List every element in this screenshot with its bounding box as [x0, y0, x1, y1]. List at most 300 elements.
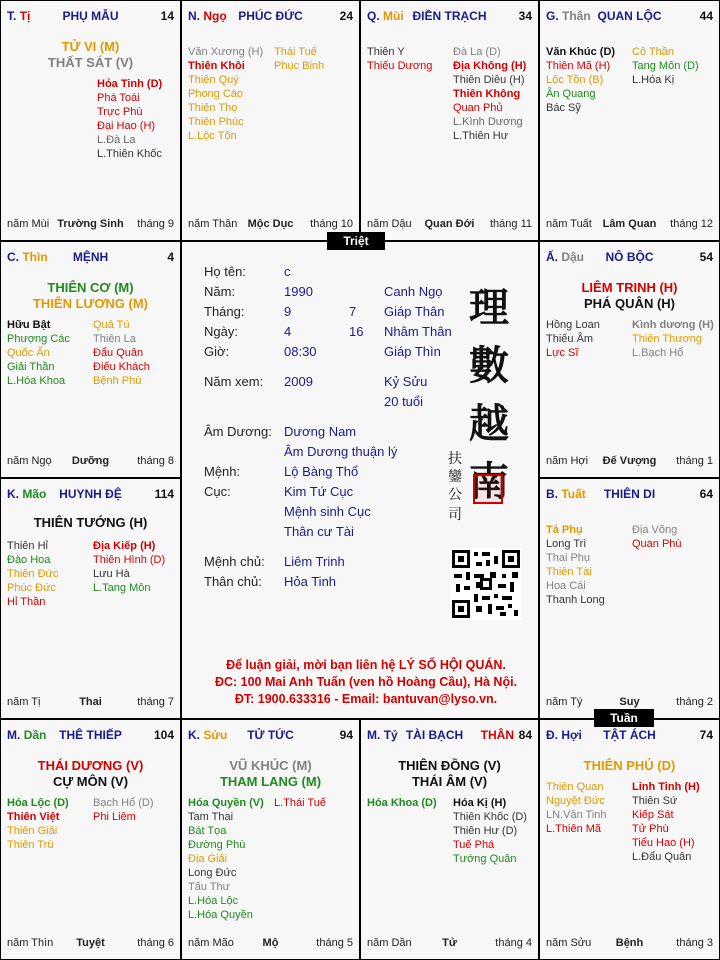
minor-star: L.Hóa Kị	[632, 74, 675, 86]
palace-header	[546, 9, 713, 25]
minor-stars-right	[93, 539, 165, 595]
minor-star: Hóa Khoa (D)	[367, 797, 437, 809]
palace-tuat	[539, 478, 720, 719]
main-stars	[540, 758, 719, 774]
minor-star: Thiên Khốc (D)	[453, 811, 527, 823]
minor-star: Quan Phù	[632, 538, 682, 550]
minor-star: Quả Tú	[93, 319, 130, 331]
main-stars	[540, 280, 719, 312]
minor-star: Ân Quang	[546, 88, 596, 100]
palace-year: năm Dậu	[367, 218, 412, 230]
branch-name: Mão	[22, 487, 47, 501]
month-solar: 9	[284, 304, 292, 319]
palace-year: năm Thân	[188, 218, 238, 230]
branch-name: Sửu	[203, 728, 228, 742]
minor-stars-left	[367, 796, 437, 810]
palace-name: TÀI BẠCH	[405, 728, 464, 742]
year-can: Canh Ngọ	[384, 284, 443, 299]
minor-stars-right	[93, 796, 154, 824]
than-chu-value: Hỏa Tinh	[284, 574, 337, 589]
amduong-label: Âm Dương:	[204, 424, 272, 439]
main-star: CỰ MÔN (V)	[52, 774, 129, 789]
palace-footer	[367, 937, 532, 951]
minor-star: Tử Phù	[632, 823, 669, 835]
palace-stage: Dưỡng	[71, 455, 110, 467]
palace-age: 74	[699, 728, 713, 742]
main-star: THIÊN TƯỚNG (H)	[33, 515, 148, 530]
palace-month: tháng 9	[137, 218, 174, 230]
palace-name: ĐIỀN TRẠCH	[412, 9, 487, 23]
palace-name: PHÚC ĐỨC	[238, 9, 303, 23]
minor-star: Thiên Việt	[7, 811, 60, 823]
palace-month: tháng 3	[676, 937, 713, 949]
minor-star: Thiên Diêu (H)	[453, 74, 525, 86]
minor-stars-right	[274, 796, 326, 810]
palace-month: tháng 5	[316, 937, 353, 949]
palace-footer	[367, 218, 532, 232]
palace-month: tháng 4	[495, 937, 532, 949]
main-stars	[182, 758, 359, 790]
palace-footer	[7, 696, 174, 710]
palace-age: 4	[167, 250, 174, 264]
palace-footer	[7, 455, 174, 469]
palace-ty	[360, 719, 539, 960]
palace-footer	[546, 696, 713, 710]
palace-stage: Quan Đới	[424, 218, 475, 230]
minor-star: Thiên Đức	[7, 568, 59, 580]
branch-name: Tý	[383, 728, 398, 742]
minor-star: Thiên Y	[367, 46, 405, 58]
branch-stem: T.	[7, 9, 17, 23]
minor-stars-right	[632, 780, 700, 864]
palace-header	[546, 487, 713, 503]
month-can: Giáp Thân	[384, 304, 445, 319]
minor-stars-right	[274, 45, 324, 73]
palace-suu	[181, 719, 360, 960]
branch-stem: M.	[7, 728, 21, 742]
main-stars	[1, 39, 180, 71]
minor-star: L.Kình Dương	[453, 116, 523, 128]
palace-age: 54	[699, 250, 713, 264]
palace-name: PHỤ MẪU	[62, 9, 119, 23]
hour-label: Giờ:	[204, 344, 230, 359]
palace-header	[7, 487, 174, 503]
minor-star: Lực Sĩ	[546, 347, 579, 359]
minor-star: Phúc Đức	[7, 582, 56, 594]
than-chu-label: Thân chủ:	[204, 574, 262, 589]
main-star: THIÊN CƠ (M)	[47, 280, 134, 295]
main-star: THAM LANG (M)	[219, 774, 322, 789]
palace-age: 24	[339, 9, 353, 23]
minor-star: Long Trì	[546, 538, 587, 550]
branch-stem: M.	[367, 728, 381, 742]
palace-footer	[7, 218, 174, 232]
palace-footer	[546, 455, 713, 469]
palace-footer	[188, 218, 353, 232]
minor-star: Thiên Giải	[7, 825, 58, 837]
palace-age: 44	[699, 9, 713, 23]
minor-star: L.Thái Tuế	[274, 797, 326, 809]
minor-stars-left	[188, 796, 264, 922]
branch-name: Mùi	[383, 9, 404, 23]
minor-stars-right	[453, 45, 526, 143]
palace-name: MỆNH	[72, 250, 109, 264]
main-stars	[1, 280, 180, 312]
palace-stage: Đế Vượng	[602, 455, 657, 467]
palace-name: THÊ THIẾP	[59, 728, 122, 742]
palace-age: 64	[699, 487, 713, 501]
minor-star: Giải Thần	[7, 361, 55, 373]
minor-star: Địa Võng	[632, 524, 678, 536]
branch-name: Thân	[562, 9, 591, 23]
palace-thin	[0, 241, 181, 478]
minor-star: L.Hóa Quyền	[188, 909, 253, 921]
palace-name: TỬ TỨC	[247, 728, 294, 742]
view-year-label: Năm xem:	[204, 374, 264, 389]
logo-small-3: 公	[448, 487, 462, 503]
palace-month: tháng 12	[670, 218, 713, 230]
minor-star: Tướng Quân	[453, 853, 517, 865]
minor-star: Hoa Cái	[546, 580, 586, 592]
name-label: Họ tên:	[204, 264, 246, 279]
view-year-can: Kỷ Sửu	[384, 374, 428, 389]
minor-star: Hỉ Thần	[7, 596, 46, 608]
day-solar: 4	[284, 324, 292, 339]
minor-star: Bát Tọa	[188, 825, 227, 837]
view-year-value: 2009	[284, 374, 313, 389]
palace-age: 104	[153, 728, 174, 742]
branch-name: Ngọ	[203, 9, 227, 23]
palace-stage: Lâm Quan	[602, 218, 657, 230]
palace-name: TẬT ÁCH	[603, 728, 656, 742]
logo-char-1: 理	[469, 284, 509, 331]
minor-star: Trực Phù	[97, 106, 143, 118]
minor-stars-left	[546, 523, 605, 607]
minor-star: L.Bạch Hổ	[632, 347, 684, 359]
minor-stars-left	[546, 45, 615, 115]
minor-star: Phượng Các	[7, 333, 70, 345]
minor-star: LN.Văn Tinh	[546, 809, 607, 821]
branch-stem: K.	[7, 487, 19, 501]
minor-star: Tiểu Hao (H)	[632, 837, 695, 849]
palace-year: năm Sửu	[546, 937, 592, 949]
palace-month: tháng 6	[137, 937, 174, 949]
minor-stars-right	[632, 318, 714, 360]
than-note: Thân cư Tài	[284, 524, 354, 539]
minor-star: Hồng Loan	[546, 319, 600, 331]
minor-star: Cô Thần	[632, 46, 674, 58]
palace-name: NÔ BỘC	[605, 250, 654, 264]
palace-year: năm Mùi	[7, 218, 50, 230]
minor-star: Thiên Hư (D)	[453, 825, 518, 837]
name-value: c	[284, 264, 291, 279]
minor-star: Điếu Khách	[93, 361, 150, 373]
palace-age: 14	[160, 9, 174, 23]
amduong-value: Dương Nam	[284, 424, 357, 439]
minor-stars-right	[93, 318, 150, 388]
palace-header	[7, 250, 174, 266]
palace-name: THIÊN DI	[603, 487, 656, 501]
palace-header	[367, 9, 532, 25]
branch-stem: G.	[546, 9, 559, 23]
palace-header	[546, 250, 713, 266]
palace-header	[546, 728, 713, 744]
branch-name: Dậu	[561, 250, 585, 264]
minor-stars-right	[632, 45, 699, 87]
minor-star: Đẩu Quân	[93, 347, 144, 359]
palace-month: tháng 7	[137, 696, 174, 708]
minor-star: Tang Môn (D)	[632, 60, 699, 72]
palace-year: năm Tuất	[546, 218, 592, 230]
menh-value: Lộ Bàng Thổ	[284, 464, 359, 479]
cuc-value: Kim Tứ Cục	[284, 484, 354, 499]
minor-star: Thiên Phúc	[188, 116, 244, 128]
branch-stem: B.	[546, 487, 558, 501]
minor-star: Thiên Không	[453, 88, 521, 100]
palace-year: năm Ngọ	[7, 455, 52, 467]
month-lunar: 7	[349, 304, 357, 319]
logo-char-2: 數	[469, 342, 509, 389]
minor-star: Bác Sỹ	[546, 102, 581, 114]
branch-name: Thìn	[22, 250, 48, 264]
palace-dau	[539, 241, 720, 478]
minor-star: Lưu Hà	[93, 568, 130, 580]
minor-star: Thiên Quý	[188, 74, 239, 86]
minor-star: Thiếu Dương	[367, 60, 433, 72]
minor-star: L.Hóa Khoa	[7, 375, 66, 387]
triet-tag: Triệt	[327, 232, 385, 250]
minor-star: Phục Binh	[274, 60, 325, 72]
minor-star: Thiên Trù	[7, 839, 54, 851]
branch-stem: C.	[7, 250, 19, 264]
main-star: VŨ KHÚC (M)	[229, 758, 312, 773]
palace-dan	[0, 719, 181, 960]
main-star: THẤT SÁT (V)	[47, 55, 134, 70]
minor-star: Thiên Hình (D)	[93, 554, 166, 566]
tuan-tag: Tuần	[594, 709, 654, 727]
main-star: THIÊN LƯƠNG (M)	[32, 296, 149, 311]
palace-year: năm Mão	[188, 937, 234, 949]
year-label: Năm:	[204, 284, 236, 299]
palace-stage: Mộc Dục	[247, 218, 294, 230]
palace-ti	[0, 0, 181, 241]
minor-stars-left	[7, 318, 70, 388]
minor-star: Nguyệt Đức	[546, 795, 605, 807]
minor-star: Thai Phụ	[546, 552, 591, 564]
palace-header	[188, 9, 353, 25]
minor-star: L.Hóa Lộc	[188, 895, 239, 907]
palace-than	[539, 0, 720, 241]
palace-mui	[360, 0, 539, 241]
main-star: PHÁ QUÂN (H)	[584, 296, 675, 311]
minor-star: L.Thiên Hư	[453, 130, 509, 142]
minor-star: Thiên Sứ	[632, 795, 678, 807]
minor-star: Thái Tuế	[274, 46, 317, 58]
branch-name: Tuất	[561, 487, 586, 501]
palace-year: năm Hợi	[546, 455, 589, 467]
palace-year: năm Tị	[7, 696, 41, 708]
minor-star: Đà La (D)	[453, 46, 501, 58]
hour-can: Giáp Thìn	[384, 344, 441, 359]
minor-star: Long Đức	[188, 867, 237, 879]
branch-stem: N.	[188, 9, 200, 23]
minor-star: Địa Không (H)	[453, 60, 527, 72]
palace-stage: Tuyệt	[76, 937, 105, 949]
branch-stem: Ấ.	[546, 250, 558, 264]
main-star: THIÊN ĐỒNG (V)	[398, 758, 501, 773]
minor-star: Thanh Long	[546, 594, 605, 606]
minor-star: Thiên Hỉ	[7, 540, 48, 552]
main-stars	[1, 515, 180, 531]
palace-stage: Trường Sinh	[57, 218, 124, 230]
minor-star: L.Thiên Khốc	[97, 148, 162, 160]
menh-chu-label: Mệnh chủ:	[204, 554, 265, 569]
minor-star: Kình dương (H)	[632, 319, 714, 331]
minor-star: Linh Tinh (H)	[632, 781, 700, 793]
minor-stars-left	[367, 45, 432, 73]
minor-star: Thiên Tài	[546, 566, 592, 578]
main-stars	[1, 758, 180, 790]
palace-year: năm Dần	[367, 937, 412, 949]
palace-year: năm Thìn	[7, 937, 54, 949]
amduong-note: Âm Dương thuận lý	[284, 444, 398, 459]
view-age: 20 tuổi	[384, 394, 424, 409]
minor-star: Đại Hao (H)	[97, 120, 156, 132]
minor-star: L.Thiên Mã	[546, 823, 602, 835]
main-star: LIÊM TRINH (H)	[581, 280, 678, 295]
palace-mao	[0, 478, 181, 719]
minor-star: Hóa Quyền (V)	[188, 797, 264, 809]
minor-star: Thiên Thương	[632, 333, 703, 345]
minor-star: Đào Hoa	[7, 554, 51, 566]
minor-star: Phi Liêm	[93, 811, 136, 823]
minor-star: Thiếu Âm	[546, 333, 594, 345]
palace-header	[367, 728, 532, 744]
contact-phone-email: ĐT: 1900.633316 - Email: bantuvan@lyso.vn.	[234, 692, 498, 706]
palace-stage: Suy	[619, 696, 640, 708]
minor-stars-left	[188, 45, 263, 143]
day-label: Ngày:	[204, 324, 238, 339]
hour-value: 08:30	[284, 344, 317, 359]
year-value: 1990	[284, 284, 313, 299]
qr-code-icon	[450, 548, 522, 620]
palace-footer	[188, 937, 353, 951]
palace-month: tháng 2	[676, 696, 713, 708]
palace-ngo	[181, 0, 360, 241]
branch-stem: K.	[188, 728, 200, 742]
center-info-panel	[181, 241, 539, 719]
minor-star: Phá Toái	[97, 92, 140, 104]
palace-stage: Bệnh	[615, 937, 644, 949]
logo-small-4: 司	[448, 507, 462, 523]
minor-star: Đường Phù	[188, 839, 246, 851]
minor-stars-right	[453, 796, 527, 866]
palace-footer	[7, 937, 174, 951]
logo-small-1: 扶	[448, 451, 462, 467]
palace-header	[7, 9, 174, 25]
main-star: THIÊN PHỦ (D)	[583, 758, 676, 773]
logo-small-2: 鑾	[448, 469, 462, 485]
minor-star: Thiên Khôi	[188, 60, 245, 72]
palace-month: tháng 1	[676, 455, 713, 467]
palace-month: tháng 11	[489, 218, 532, 230]
minor-star: Kiếp Sát	[632, 809, 674, 821]
minor-star: Tam Thai	[188, 811, 234, 823]
minor-star: Hỏa Tinh (D)	[97, 78, 163, 90]
branch-name: Dần	[23, 728, 47, 742]
minor-star: Hóa Kị (H)	[453, 797, 507, 809]
minor-star: Văn Khúc (D)	[546, 46, 616, 58]
main-star: TỬ VI (M)	[61, 39, 120, 54]
minor-stars-left	[7, 539, 58, 609]
minor-star: Thiên Quan	[546, 781, 604, 793]
palace-name: HUYNH ĐỆ	[59, 487, 122, 501]
palace-age: 84	[518, 728, 532, 742]
minor-star: L.Tang Môn	[93, 582, 151, 594]
minor-star: Thiên Thọ	[188, 102, 238, 114]
contact-address: ĐC: 100 Mai Anh Tuấn (ven hồ Hoàng Cầu), Hà Nội.	[214, 675, 518, 689]
minor-star: Lộc Tồn (B)	[546, 74, 604, 86]
minor-stars-right	[97, 77, 162, 161]
minor-star: Tấu Thư	[188, 881, 231, 893]
main-stars	[361, 758, 538, 790]
palace-month: tháng 10	[310, 218, 353, 230]
palace-stage: Tử	[442, 937, 457, 949]
logo-char-4: 南	[469, 458, 509, 505]
than-marker: THÂN	[480, 728, 514, 742]
cuc-label: Cục:	[204, 484, 231, 499]
palace-name: QUAN LỘC	[597, 9, 662, 23]
minor-star: Phong Cáo	[188, 88, 244, 100]
minor-star: L.Đà La	[97, 134, 136, 146]
minor-star: Thiên La	[93, 333, 136, 345]
minor-star: Hóa Lộc (D)	[7, 797, 69, 809]
day-can: Nhâm Thân	[384, 324, 452, 339]
palace-footer	[546, 218, 713, 232]
palace-hoi	[539, 719, 720, 960]
contact-line-1: Để luận giải, mời bạn liên hệ LÝ SỐ HỘI QUÁN.	[226, 658, 506, 672]
minor-star: Văn Xương (H)	[188, 46, 264, 58]
minor-stars-left	[7, 796, 69, 852]
red-seal	[473, 474, 503, 504]
minor-stars-left	[546, 780, 607, 836]
minor-stars-right	[632, 523, 682, 551]
branch-name: Hợi	[561, 728, 582, 742]
minor-star: Bạch Hổ (D)	[93, 797, 154, 809]
menh-label: Mệnh:	[204, 464, 241, 479]
main-star: THÁI DƯƠNG (V)	[37, 758, 144, 773]
palace-header	[7, 728, 174, 744]
palace-footer	[546, 937, 713, 951]
palace-header	[188, 728, 353, 744]
minor-star: Quan Phủ	[453, 102, 503, 114]
palace-stage: Mộ	[262, 937, 279, 949]
logo-char-3: 越	[469, 400, 509, 447]
branch-stem: Đ.	[546, 728, 558, 742]
palace-age: 94	[339, 728, 353, 742]
minor-star: Hữu Bật	[7, 319, 51, 331]
minor-stars-left	[546, 318, 600, 360]
menh-chu-value: Liêm Trinh	[284, 554, 345, 569]
minor-star: Tuế Phá	[453, 839, 495, 851]
minor-star: Tả Phụ	[546, 524, 583, 536]
minor-star: L.Đẩu Quân	[632, 851, 692, 863]
minor-star: Thiên Mã (H)	[546, 60, 611, 72]
palace-age: 34	[518, 9, 532, 23]
minor-star: Địa Kiếp (H)	[93, 540, 156, 552]
cuc-note: Mệnh sinh Cục	[284, 504, 371, 519]
palace-stage: Thai	[79, 696, 102, 708]
